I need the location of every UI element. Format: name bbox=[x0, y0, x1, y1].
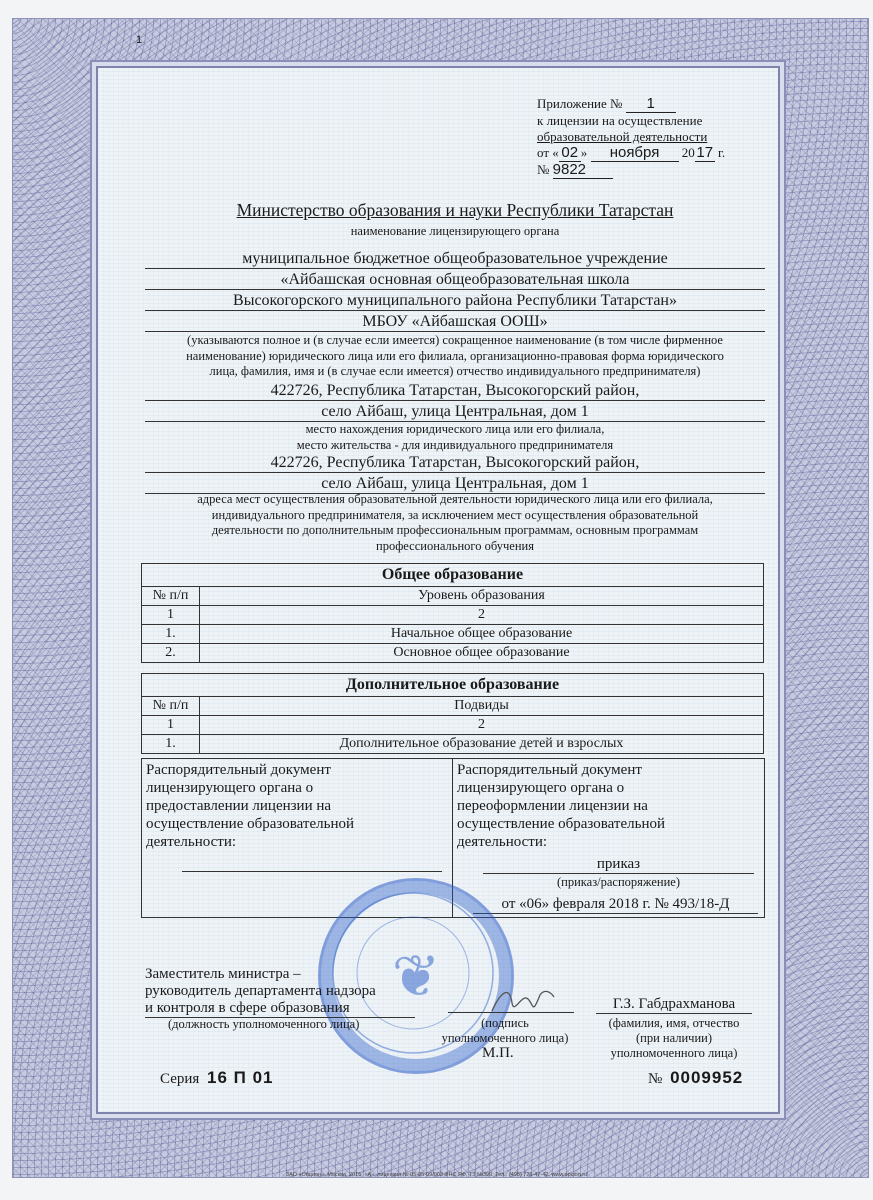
org-caption bbox=[140, 333, 770, 380]
general-row-1-num: 1. bbox=[142, 625, 200, 644]
handwritten-signature-icon bbox=[488, 985, 558, 1019]
reissue-doc-line-1: Распорядительный документ bbox=[457, 762, 642, 778]
location-line-1: 422726, Республика Татарстан, Высокогорский район, bbox=[145, 381, 765, 401]
general-row-2-name: Основное общее образование bbox=[200, 644, 764, 663]
org-line-4: МБОУ «Айбашская ООШ» bbox=[145, 312, 765, 332]
reissue-doc-type: приказ bbox=[483, 855, 754, 874]
location-caption-2: место жительства - для индивидуального предпринимателя bbox=[296, 437, 614, 452]
location-line-2: село Айбаш, улица Центральная, дом 1 bbox=[145, 402, 765, 422]
license-no-label: № bbox=[537, 162, 550, 177]
general-row-1-name: Начальное общее образование bbox=[200, 625, 764, 644]
name-caption bbox=[590, 1016, 758, 1061]
sign-caption bbox=[430, 1016, 580, 1046]
signature-line bbox=[448, 1012, 574, 1013]
org-line-2: «Айбашская основная общеобразовательная школа bbox=[145, 270, 765, 290]
grant-doc-line-3: предоставлении лицензии на bbox=[146, 798, 332, 814]
reissue-doc-line-5: деятельности: bbox=[457, 834, 548, 850]
appendix-block bbox=[537, 96, 777, 179]
name-caption-2: (при наличии) bbox=[635, 1031, 713, 1045]
table-row bbox=[142, 644, 764, 663]
additional-education-table bbox=[141, 673, 764, 754]
general-education-table bbox=[141, 563, 764, 663]
blank-number-label: № bbox=[648, 1071, 663, 1087]
general-col-name: Уровень образования bbox=[200, 587, 764, 606]
appendix-number: 1 bbox=[626, 96, 676, 113]
additional-col-name: Подвиды bbox=[200, 697, 764, 716]
grant-doc-line-4: осуществление образовательной bbox=[146, 816, 354, 832]
additional-index-2: 2 bbox=[200, 716, 764, 735]
year-suffix: 17 bbox=[696, 144, 714, 161]
sign-caption-2: уполномоченного лица) bbox=[441, 1031, 569, 1045]
date-month: ноября bbox=[591, 145, 679, 162]
licensing-body-name: Министерство образования и науки Республики Татарстан bbox=[236, 200, 674, 220]
position-line-2: руководитель департамента надзора bbox=[145, 983, 376, 999]
position-caption: (должность уполномоченного лица) bbox=[168, 1017, 360, 1031]
activity-caption-1: адреса мест осуществления образовательной деятельности юридического лица или его филиала, bbox=[197, 492, 713, 506]
name-caption-1: (фамилия, имя, отчество bbox=[608, 1016, 740, 1030]
blank-number: 0009952 bbox=[670, 1068, 744, 1087]
reissue-doc-line-3: переоформлении лицензии на bbox=[457, 798, 648, 814]
additional-education-title: Дополнительное образование bbox=[142, 674, 764, 697]
reissue-doc-caption: (приказ/распоряжение) bbox=[556, 875, 681, 889]
general-education-title: Общее образование bbox=[142, 564, 764, 587]
serial-block bbox=[160, 1068, 274, 1088]
grant-doc-line-5: деятельности: bbox=[146, 834, 237, 850]
activity-caption-4: профессионального обучения bbox=[376, 538, 534, 553]
table-row bbox=[142, 735, 764, 754]
additional-row-1-name: Дополнительное образование детей и взрослых bbox=[200, 735, 764, 754]
activity-line-2: село Айбаш, улица Центральная, дом 1 bbox=[145, 474, 765, 494]
activity-line-1: 422726, Республика Татарстан, Высокогорский район, bbox=[145, 453, 765, 473]
blank-number-block bbox=[648, 1068, 743, 1088]
org-caption-1: (указываются полное и (в случае если имеется) сокращенное наименование (в том числе фирменное bbox=[187, 333, 723, 347]
reissue-doc-reference: от «06» февраля 2018 г. № 493/18-Д bbox=[473, 895, 758, 914]
general-index-2: 2 bbox=[200, 606, 764, 625]
activity-caption-3: деятельности по дополнительным профессиональным программам, основным программам bbox=[211, 523, 699, 537]
org-line-3: Высокогорского муниципального района Республики Татарстан» bbox=[145, 291, 765, 311]
additional-index-1: 1 bbox=[142, 716, 200, 735]
activity-caption-2: индивидуального предпринимателя, за исключением мест осуществления образовательной bbox=[211, 507, 699, 522]
reissue-doc-line-2: лицензирующего органа о bbox=[457, 780, 625, 796]
location-caption-1: место нахождения юридического лица или его филиала, bbox=[305, 422, 605, 436]
printer-footer: ЗАО «Опцион», Москва, 2015, «А», лицензия № 05-05-09/003 ФНС РФ, ТЗ №399. Тел.: (495) 726-47-42, www.opcion.ru bbox=[285, 1172, 588, 1178]
license-number: 9822 bbox=[553, 162, 613, 179]
signer-position bbox=[145, 966, 415, 1018]
org-caption-3: лица, фамилия, имя и (в случае если имеется) отчество индивидуального предпринимателя) bbox=[209, 364, 701, 378]
year-end: г. bbox=[718, 145, 726, 160]
appendix-label: Приложение № bbox=[537, 96, 623, 111]
table-row bbox=[142, 625, 764, 644]
general-row-2-num: 2. bbox=[142, 644, 200, 663]
activity-caption bbox=[140, 492, 770, 554]
grant-doc-line-2: лицензирующего органа о bbox=[146, 780, 314, 796]
page-number: 1 bbox=[136, 34, 143, 46]
signer-name: Г.З. Габдрахманова bbox=[596, 996, 752, 1014]
stamp-place-label: М.П. bbox=[482, 1045, 514, 1061]
position-line-1: Заместитель министра – bbox=[145, 966, 301, 982]
org-line-1: муниципальное бюджетное общеобразовательное учреждение bbox=[145, 249, 765, 269]
general-index-1: 1 bbox=[142, 606, 200, 625]
serial-value: 16 П 01 bbox=[207, 1068, 274, 1087]
date-mid: » bbox=[580, 145, 588, 160]
grant-doc-blank-line bbox=[182, 871, 442, 872]
licensing-body-caption: наименование лицензирующего органа bbox=[350, 224, 560, 238]
appendix-line3: образовательной деятельности bbox=[537, 129, 708, 144]
date-prefix: от « bbox=[537, 145, 559, 160]
appendix-line2: к лицензии на осуществление bbox=[537, 113, 703, 128]
eagle-emblem-icon: ❦ bbox=[391, 944, 441, 1009]
sign-caption-1: (подпись bbox=[481, 1016, 529, 1030]
position-line-3: и контроля в сфере образования bbox=[145, 1000, 415, 1018]
year-prefix: 20 bbox=[681, 145, 695, 160]
general-col-num: № п/п bbox=[142, 587, 200, 606]
location-caption bbox=[140, 422, 770, 453]
additional-col-num: № п/п bbox=[142, 697, 200, 716]
org-caption-2: наименование) юридического лица или его филиала, организационно-правовая форма юридического bbox=[186, 348, 724, 363]
name-caption-3: уполномоченного лица) bbox=[610, 1046, 738, 1060]
date-day: 02 bbox=[559, 145, 581, 162]
grant-doc-line-1: Распорядительный документ bbox=[146, 762, 331, 778]
reissue-doc-line-4: осуществление образовательной bbox=[457, 816, 665, 832]
serial-label: Серия bbox=[160, 1071, 200, 1087]
additional-row-1-num: 1. bbox=[142, 735, 200, 754]
